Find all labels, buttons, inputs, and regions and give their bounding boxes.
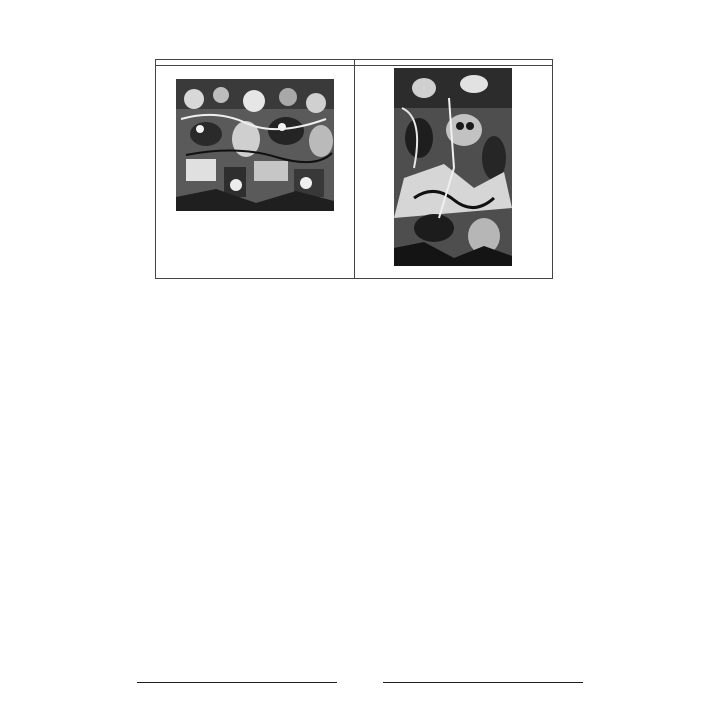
page-footer	[137, 676, 583, 690]
gallery-caption-right	[355, 60, 553, 66]
page-content	[137, 48, 583, 285]
footer-rule-right	[383, 682, 583, 683]
footer-rule-left	[137, 682, 337, 683]
painting-people-animals-image	[394, 68, 512, 266]
gallery-caption-left	[156, 60, 354, 66]
picture-gallery	[155, 59, 553, 279]
gallery-column-bazaar	[156, 60, 354, 278]
painting-bazaar-image	[176, 79, 334, 211]
gallery-column-people-animals	[354, 60, 553, 278]
